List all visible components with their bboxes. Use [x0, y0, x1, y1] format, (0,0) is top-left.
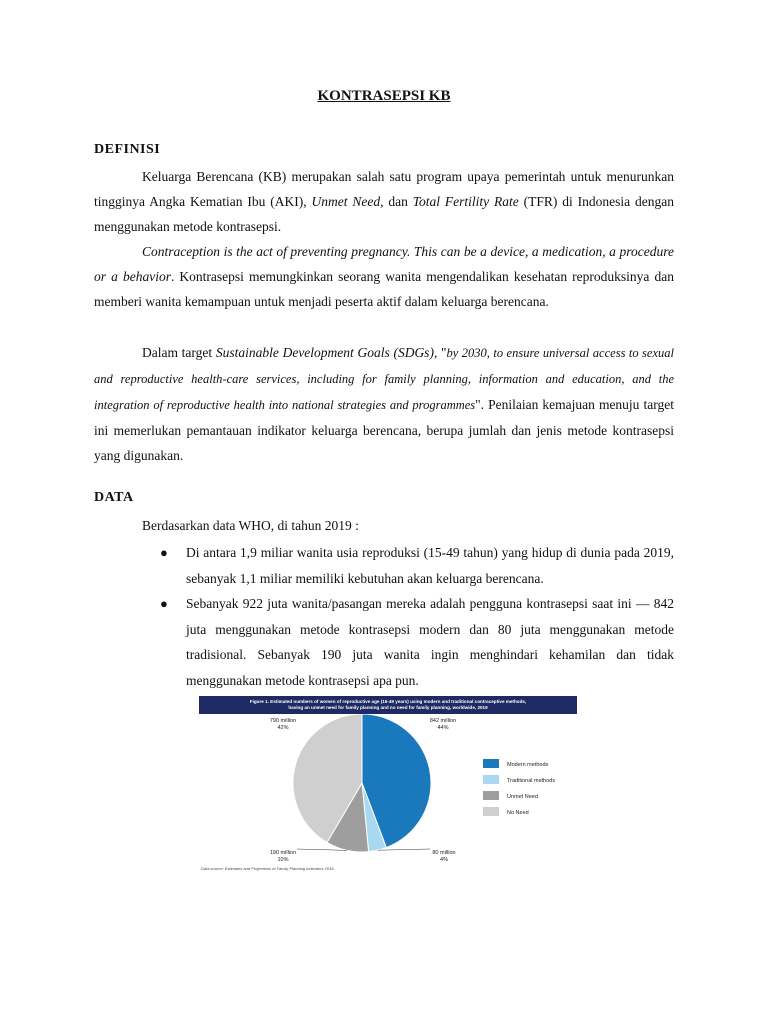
bullet-dot-icon: ● — [160, 545, 168, 560]
pie-percent-label: 10% — [277, 857, 289, 863]
section-heading-definisi: DEFINISI — [94, 142, 161, 157]
paragraph-definisi-2: Contraception is the act of preventing pregnancy. This can be a device, a medication, a procedure or a behavior. Kontrasepsi memungkinkan seorang wanita mengendalikan kesehatan reproduksinya dan memberi wanita kemampuan untuk menjadi peserta aktif dalam keluarga berencana. — [94, 244, 674, 309]
paragraph-data-intro: Berdasarkan data WHO, di tahun 2019 : — [142, 518, 359, 533]
legend-label: Unmet Need — [507, 794, 538, 800]
page-title: KONTRASEPSI KB — [317, 88, 451, 104]
leader-line — [378, 849, 430, 850]
pie-value-label: 80 million — [432, 850, 456, 856]
legend-swatch — [483, 807, 499, 816]
pie-percent-label: 44% — [437, 725, 449, 731]
list-item: ● Di antara 1,9 miliar wanita usia reproduksi (15-49 tahun) yang hidup di dunia pada 2019, sebanyak 1,1 miliar memiliki kebutuhan akan keluarga berencana. — [148, 540, 674, 591]
legend-swatch — [483, 791, 499, 800]
figure-source: Data source: Estimates and Projections of Family Planning Indicators 2019. — [201, 866, 335, 871]
legend-swatch — [483, 759, 499, 768]
figure-pie-chart — [199, 696, 577, 876]
pie-value-label: 190 million — [269, 850, 297, 856]
data-bullet-list — [148, 540, 674, 693]
pie-value-label: 842 million — [429, 718, 457, 724]
figure-banner: Figure 1. Estimated numbers of women of reproductive age (15-49 years) using modern and traditional contraceptive methods, having an unmet need for family planning and no need for family planning, worldwide, 2019 — [199, 696, 577, 714]
paragraph-definisi-3: Dalam target Sustainable Development Goals (SDGs), "by 2030, to ensure universal access to sexual and reproductive health-care services, including for family planning, information and education, and the integration of reproductive health into national strategies and programmes". Penilaian kemajuan menuju target ini memerlukan pemantauan indikator keluarga berencana, berupa jumlah dan jenis metode kontrasepsi yang digunakan. — [94, 345, 674, 463]
pie-value-label: 790 million — [269, 718, 297, 724]
pie-percent-label: 4% — [440, 857, 448, 863]
legend-swatch — [483, 775, 499, 784]
legend-label: Modern methods — [507, 762, 549, 768]
list-item: ● Sebanyak 922 juta wanita/pasangan mereka adalah pengguna kontrasepsi saat ini — 842 juta menggunakan metode kontrasepsi modern dan 80 juta menggunakan metode tradisional. Sebanyak 190 juta wanita ingin menghindari kehamilan dan tidak menggunakan metode kontrasepsi apa pun. — [148, 591, 674, 693]
pie-chart-svg — [199, 714, 577, 874]
section-heading-data: DATA — [94, 490, 134, 505]
pie-percent-label: 42% — [277, 725, 289, 731]
legend-label: Traditional methods — [507, 778, 556, 784]
leader-line — [297, 849, 347, 850]
legend-label: No Need — [507, 810, 529, 816]
paragraph-definisi-1: Keluarga Berencana (KB) merupakan salah satu program upaya pemerintah untuk menurunkan tingginya Angka Kematian Ibu (AKI), Unmet Need, dan Total Fertility Rate (TFR) di Indonesia dengan menggunakan metode kontrasepsi. — [94, 169, 675, 234]
bullet-dot-icon: ● — [160, 596, 168, 611]
